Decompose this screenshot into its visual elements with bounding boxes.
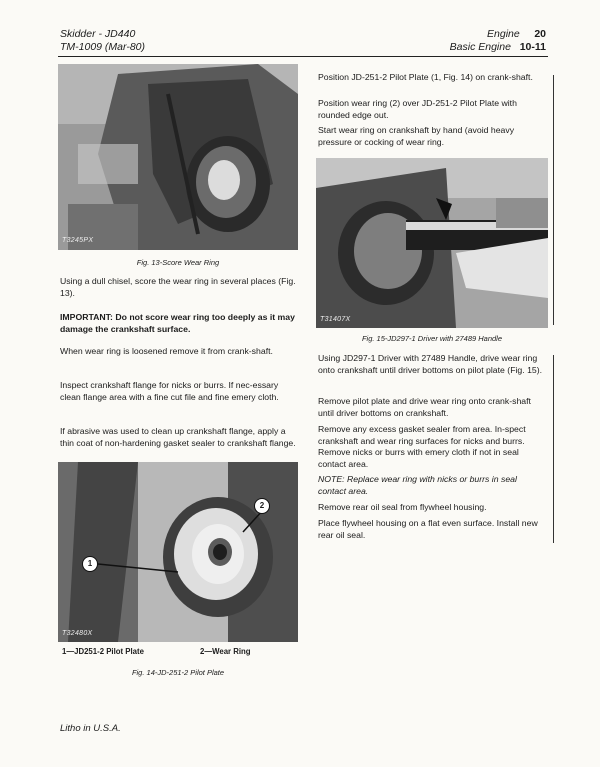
left-para-3: When wear ring is loosened remove it from crank-shaft. [60,346,273,356]
fig14-photo [58,462,298,642]
change-bar-upper [553,75,554,325]
fig13-photo-code: T3245PX [62,237,94,244]
right-para-1: Position JD-251-2 Pilot Plate (1, Fig. 14) on crank-shaft. [318,72,533,82]
footer-litho: Litho in U.S.A. [60,723,121,734]
fig15-photo [316,158,548,328]
left-para-5: If abrasive was used to clean up crankshaft flange, apply a thin coat of non-hardening gasket sealer to crankshaft flange. [60,426,296,448]
fig14-caption: Fig. 14-JD-251-2 Pilot Plate [131,668,225,677]
right-para-5: Remove pilot plate and drive wear ring onto crank-shaft until driver bottoms on crankshaft. [318,396,531,418]
right-para-8: Remove rear oil seal from flywheel housing. [318,502,487,512]
right-para-3: Start wear ring on crankshaft by hand (avoid heavy pressure or cocking of wear ring. [318,125,515,147]
header-rule [58,56,548,57]
left-para-1: Using a dull chisel, score the wear ring in several places (Fig. 13). [60,276,296,298]
right-note: NOTE: Replace wear ring with nicks or burrs in seal contact area. [318,474,517,496]
fig14-callout-1: 1 [82,556,98,572]
fig14-legend-1: 1—JD251-2 Pilot Plate [62,647,144,656]
right-para-6: Remove any excess gasket sealer from area. In-spect crankshaft and wear ring surfaces for nicks and burrs. Remove nicks or burrs with emery cloth if not in seal contact area. [318,424,526,469]
right-para-4: Using JD297-1 Driver with 27489 Handle, drive wear ring onto crankshaft until driver bottoms on pilot plate (Fig. 15). [318,353,543,375]
fig15-caption: Fig. 15-JD297-1 Driver with 27489 Handle [361,334,503,343]
left-important-note: IMPORTANT: Do not score wear ring too deeply as it may damage the crankshaft surface. [60,312,295,334]
fig15-photo-code: T31407X [320,316,351,323]
header-page-number: 10-11 [519,41,546,53]
header-section-number: 20 [534,28,546,40]
fig14-legend-2: 2—Wear Ring [200,647,251,656]
right-para-9: Place flywheel housing on a flat even surface. Install new rear oil seal. [318,518,538,540]
header-manual-title: Skidder - JD440 [60,28,136,40]
fig14-callout-2: 2 [254,498,270,514]
header-manual-code: TM-1009 (Mar-80) [60,41,145,53]
left-para-4: Inspect crankshaft flange for nicks or burrs. If nec-essary clean flange area with a fine cut file and fine emery cloth. [60,380,279,402]
right-para-2: Position wear ring (2) over JD-251-2 Pilot Plate with rounded edge out. [318,98,517,120]
fig13-photo [58,64,298,250]
header-page [450,41,546,54]
header-section-label: Engine [487,28,520,40]
change-bar-lower [553,355,554,543]
fig13-caption: Fig. 13-Score Wear Ring [136,258,220,267]
fig14-photo-code: T32480X [62,630,93,637]
header-section [487,28,546,41]
header-page-label: Basic Engine [449,41,511,53]
